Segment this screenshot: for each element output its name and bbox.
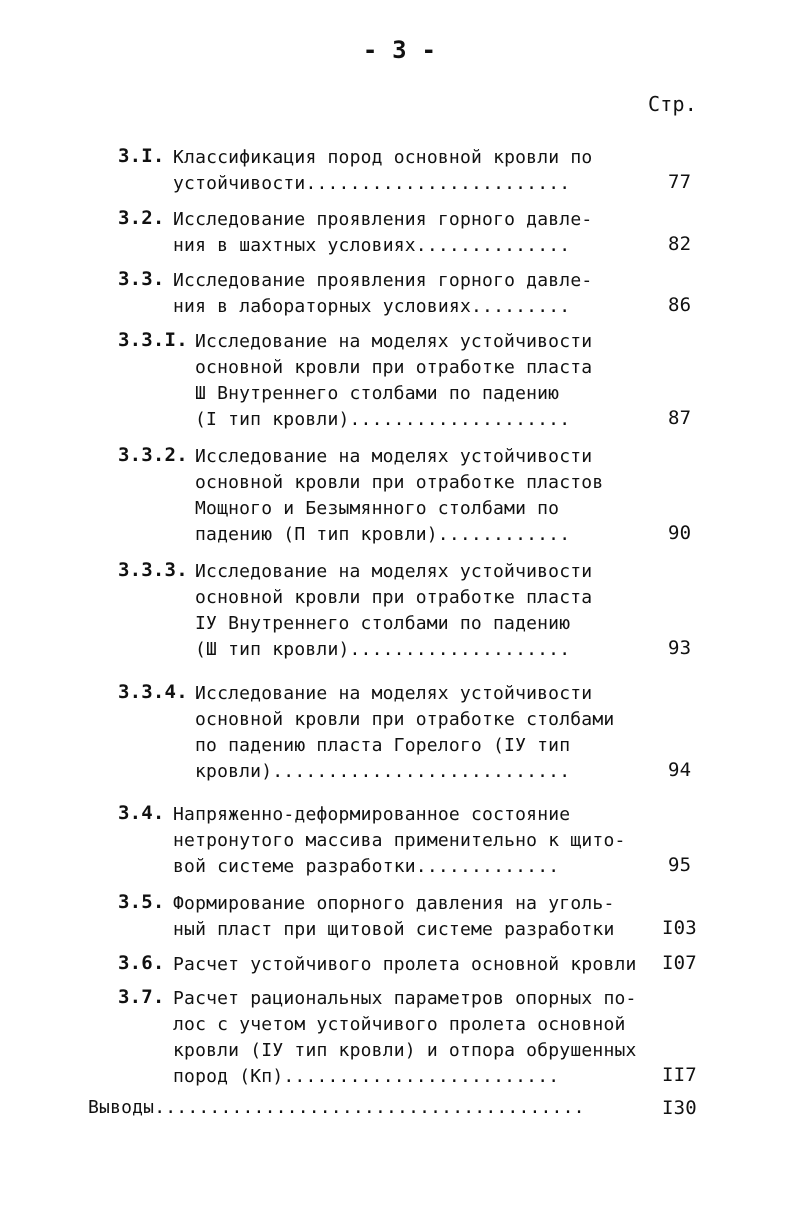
toc-entry-line: лос с учетом устойчивого пролета основной	[173, 1014, 626, 1035]
toc-entry-title	[173, 952, 637, 978]
toc-entry-line: устойчивости........................	[173, 173, 571, 194]
toc-entry-title	[173, 268, 592, 320]
toc-entry-line: ный пласт при щитовой системе разработки	[173, 919, 615, 940]
toc-entry-line: нетронутого массива применительно к щито-	[173, 830, 626, 851]
toc-entry-line: Ш Внутреннего столбами по падению	[195, 383, 560, 404]
toc-entry-line: основной кровли при отработке пласта	[195, 587, 593, 608]
toc-entry-line: ния в шахтных условиях..............	[173, 235, 571, 256]
toc-entry-number: 3.I.	[118, 145, 165, 167]
toc-entry-page: I07	[662, 952, 697, 974]
toc-entry-title	[195, 444, 603, 548]
toc-entry-title	[195, 681, 614, 785]
toc-entry-line: Исследование на моделях устойчивости	[195, 683, 593, 704]
toc-entry-title	[173, 145, 592, 197]
toc-entry-line: Формирование опорного давления на уголь-	[173, 893, 615, 914]
toc-entry-line: кровли (IУ тип кровли) и отпора обрушенных	[173, 1040, 637, 1061]
conclusions-page: I30	[662, 1097, 697, 1119]
toc-entry-line: (I тип кровли)....................	[195, 409, 571, 430]
toc-entry-number: 3.4.	[118, 802, 165, 824]
toc-entry-line: вой системе разработки.............	[173, 856, 560, 877]
toc-entry-line: IУ Внутреннего столбами по падению	[195, 613, 571, 634]
toc-entry-line: Исследование на моделях устойчивости	[195, 331, 593, 352]
toc-entry-page: I03	[662, 917, 697, 939]
toc-entry-line: основной кровли при отработке пласта	[195, 357, 593, 378]
toc-entry-number: 3.3.	[118, 268, 165, 290]
toc-entry-page: 87	[668, 407, 692, 429]
toc-entry-line: Расчет устойчивого пролета основной кровли	[173, 954, 637, 975]
toc-entry-title	[195, 329, 592, 433]
toc-entry-page: 86	[668, 294, 692, 316]
toc-entry-page: 94	[668, 759, 692, 781]
toc-entry-page: 90	[668, 522, 692, 544]
toc-entry-number: 3.3.3.	[118, 559, 188, 581]
toc-entry-line: Исследование проявления горного давле-	[173, 209, 593, 230]
page-number: - 3 -	[362, 36, 437, 64]
toc-entry-line: Исследование проявления горного давле-	[173, 270, 593, 291]
toc-entry-line: основной кровли при отработке столбами	[195, 709, 615, 730]
toc-entry-number: 3.7.	[118, 986, 165, 1008]
toc-entry-page: 82	[668, 233, 692, 255]
toc-entry-page: 95	[668, 854, 692, 876]
toc-entry-line: ния в лабораторных условиях.........	[173, 296, 571, 317]
toc-entry-title	[173, 802, 626, 880]
conclusions-label: Выводы.......................................	[88, 1097, 585, 1118]
toc-entry-title	[173, 986, 637, 1090]
toc-entry-line: Мощного и Безымянного столбами по	[195, 498, 560, 519]
toc-entry-line: Исследование на моделях устойчивости	[195, 561, 593, 582]
toc-entry-line: (Ш тип кровли)....................	[195, 639, 571, 660]
toc-entry-number: 3.3.2.	[118, 444, 188, 466]
toc-entry-page: 93	[668, 637, 692, 659]
toc-entry-page: 77	[668, 171, 692, 193]
toc-entry-title	[173, 207, 592, 259]
page-column-label: Стр.	[648, 92, 697, 116]
toc-entry-number: 3.2.	[118, 207, 165, 229]
toc-entry-line: по падению пласта Горелого (IУ тип	[195, 735, 571, 756]
toc-entry-number: 3.3.4.	[118, 681, 188, 703]
toc-entry-line: Расчет рациональных параметров опорных по-	[173, 988, 637, 1009]
toc-entry-line: кровли)...........................	[195, 761, 571, 782]
toc-entry-title	[173, 891, 614, 943]
toc-entry-number: 3.6.	[118, 952, 165, 974]
toc-entry-line: падению (П тип кровли)............	[195, 524, 571, 545]
toc-entry-line: основной кровли при отработке пластов	[195, 472, 604, 493]
toc-entry-title	[195, 559, 592, 663]
toc-entry-conclusions	[88, 1097, 585, 1118]
toc-entry-number: 3.3.I.	[118, 329, 188, 351]
toc-entry-line: Классификация пород основной кровли по	[173, 147, 593, 168]
toc-entry-line: Напряженно-деформированное состояние	[173, 804, 571, 825]
toc-entry-page: II7	[662, 1064, 697, 1086]
toc-entry-line: Исследование на моделях устойчивости	[195, 446, 593, 467]
toc-entry-number: 3.5.	[118, 891, 165, 913]
toc-entry-line: пород (Кп).........................	[173, 1066, 560, 1087]
